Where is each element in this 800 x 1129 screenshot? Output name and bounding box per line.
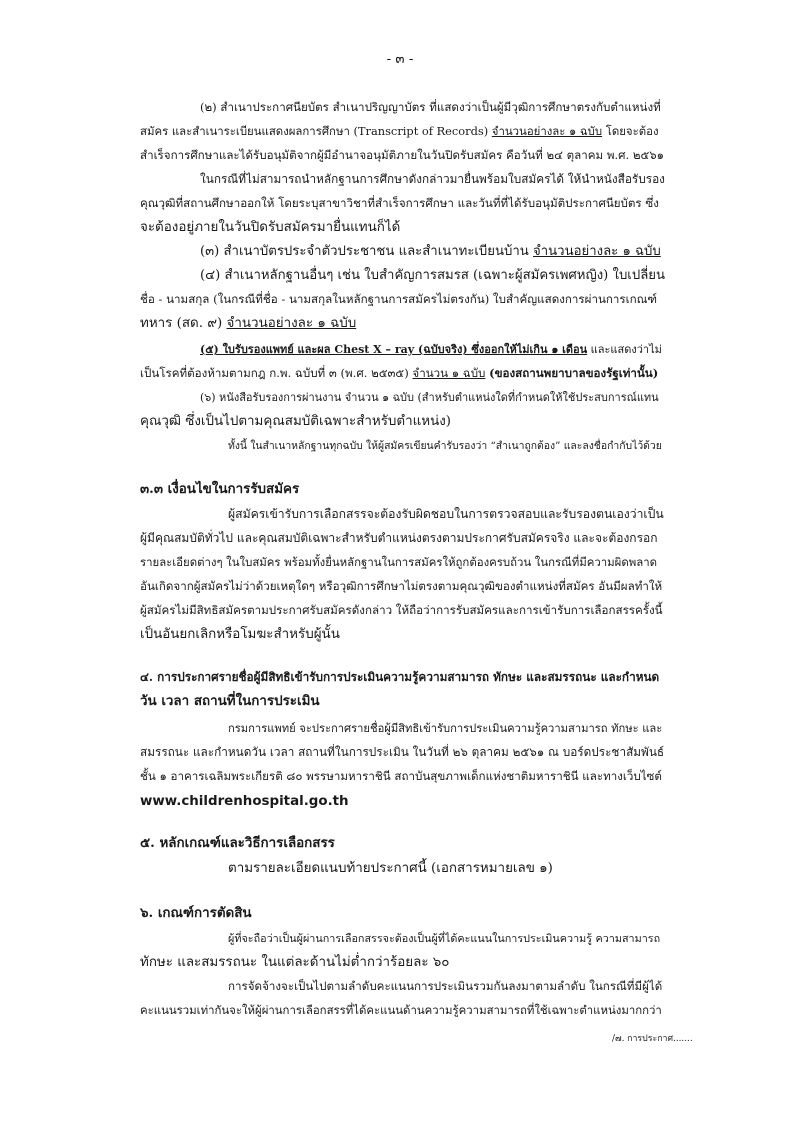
section-6-line-3: การจัดจ้างจะเป็นไปตามลำดับคะแนนการประเมินรวมกันลงมาตามลำดับ ในกรณีที่มีผู้ได้ <box>228 979 663 993</box>
item-5-quantity: จำนวน ๑ ฉบับ <box>412 366 486 380</box>
item-4-line-3 <box>140 312 356 335</box>
item-4-text: ทหาร (สด. ๙) <box>140 316 223 331</box>
section-4-line-2: สมรรถนะ และกำหนดวัน เวลา สถานที่ในการประเมิน ในวันที่ ๒๖ ตุลาคม ๒๕๖๑ ณ บอร์ดประชาสัมพันธ์ <box>140 745 665 759</box>
item-2-note-line-3: จะต้องอยู่ภายในวันปิดรับสมัครมายื่นแทนก็ได้ <box>140 220 401 235</box>
section-5-heading: ๕. หลักเกณฑ์และวิธีการเลือกสรร <box>140 835 335 851</box>
section-5-line: ตามรายละเอียดแนบท้ายประกาศนี้ (เอกสารหมายเลข ๑) <box>228 861 553 876</box>
section-3-3-line-6: เป็นอันยกเลิกหรือโมฆะสำหรับผู้นั้น <box>140 627 340 642</box>
item-2-line-2 <box>140 120 659 143</box>
item-5-line-2 <box>140 362 658 385</box>
section-4-line-3: ชั้น ๑ อาคารเฉลิมพระเกียรติ ๘๐ พรรษามหาราชินี สถาบันสุขภาพเด็กแห่งชาติมหาราชินี และทางเว็บไซต์ <box>140 769 662 783</box>
item-2-quantity: จำนวนอย่างละ ๑ ฉบับ <box>491 124 603 138</box>
page-number: - ๓ - <box>386 52 414 67</box>
section-6-line-4: คะแนนรวมเท่ากันจะให้ผู้ผ่านการเลือกสรรที่ได้คะแนนด้านความรู้ความสามารถที่ใช้เฉพาะตำแหน่งมากกว่า <box>140 1003 662 1017</box>
section-3-3-line-5: ผู้สมัครไม่มีสิทธิสมัครตามประกาศรับสมัครดังกล่าว ให้ถือว่าการรับสมัครและการเข้ารับการเลือกสรรครั้งนี้ <box>140 603 663 617</box>
item-2-note-line-2: คุณวุฒิที่สถานศึกษาออกให้ โดยระบุสาขาวิชาที่สำเร็จการศึกษา และวันที่ที่ได้รับอนุมัติประกาศนียบัตร ซึ่ง <box>140 196 659 210</box>
item-4-line-2: ชื่อ - นามสกุล (ในกรณีที่ชื่อ - นามสกุลในหลักฐานการสมัครไม่ตรงกัน) ใบสำคัญแสดงการผ่านการเกณฑ์ <box>140 292 658 306</box>
section-6-line-1: ผู้ที่จะถือว่าเป็นผู้ผ่านการเลือกสรรจะต้องเป็นผู้ที่ได้คะแนนในการประเมินความรู้ ความสามารถ <box>228 932 661 945</box>
item-4-line-1: (๔) สำเนาหลักฐานอื่นๆ เช่น ใบสำคัญการสมรส (เฉพาะผู้สมัครเพศหญิง) ใบเปลี่ยน <box>200 268 666 283</box>
continuation-marker: /๗. การประกาศ....... <box>612 1034 693 1044</box>
item-5-rule-text: เป็นโรคที่ต้องห้ามตามกฎ ก.พ. ฉบับที่ ๓ (พ.ศ. ๒๕๓๕) <box>140 366 409 380</box>
item-6-line-1: (๖) หนังสือรับรองการผ่านงาน จำนวน ๑ ฉบับ (สำหรับตำแหน่งใดที่กำหนดให้ใช้ประสบการณ์แทน <box>200 391 659 404</box>
section-6-line-2: ทักษะ และสมรรถนะ ในแต่ละด้านไม่ต่ำกว่าร้อยละ ๖๐ <box>140 955 450 970</box>
item-2-line-1: (๒) สำเนาประกาศนียบัตร สำเนาปริญญาบัตร ที่แสดงว่าเป็นผู้มีวุฒิการศึกษาตรงกับตำแหน่งที่ <box>200 100 661 114</box>
section-3-3-line-4: อันเกิดจากผู้สมัครไม่ว่าด้วยเหตุใดๆ หรือวุฒิการศึกษาไม่ตรงตามคุณวุฒิของตำแหน่งที่สมัคร อันมีผลทำให้ <box>140 579 663 593</box>
section-4-heading-1: ๔. การประกาศรายชื่อผู้มีสิทธิเข้ารับการประเมินความรู้ความสามารถ ทักษะ และสมรรถนะ และกำหนด <box>140 670 660 684</box>
item-3-line <box>200 240 661 263</box>
item-5-note: (ของสถานพยาบาลของรัฐเท่านั้น) <box>489 366 659 380</box>
item-2-text: สมัคร และสำเนาระเบียนแสดงผลการศึกษา (Transcript of Records) <box>140 124 489 138</box>
item-2-text-end: โดยจะต้อง <box>605 124 659 138</box>
item-4-quantity: จำนวนอย่างละ ๑ ฉบับ <box>226 316 357 331</box>
item-5-line-1 <box>200 338 662 361</box>
item-2-note-line-1: ในกรณีที่ไม่สามารถนำหลักฐานการศึกษาดังกล่าวมายื่นพร้อมใบสมัครได้ ให้นำหนังสือรับรอง <box>200 172 665 186</box>
website-link[interactable]: www.childrenhospital.go.th <box>140 794 349 809</box>
section-3-3-line-1: ผู้สมัครเข้ารับการเลือกสรรจะต้องรับผิดชอบในการตรวจสอบและรับรองตนเองว่าเป็น <box>228 507 664 521</box>
section-6-heading: ๖. เกณฑ์การตัดสิน <box>140 905 252 921</box>
item-5-medical-cert: (๕) ใบรับรองแพทย์ และผล Chest X – ray (ฉบับจริง) ซึ่งออกให้ไม่เกิน ๑ เดือน <box>200 343 588 356</box>
item-6-line-2: คุณวุฒิ ซึ่งเป็นไปตามคุณสมบัติเฉพาะสำหรับตำแหน่ง) <box>140 414 451 429</box>
item-2-line-3: สำเร็จการศึกษาและได้รับอนุมัติจากผู้มีอำนาจอนุมัติภายในวันปิดรับสมัคร คือวันที่ ๒๔ ตุลาคม พ.ศ. ๒๕๖๑ <box>140 148 665 162</box>
item-3-text: (๓) สำเนาบัตรประจำตัวประชาชน และสำเนาทะเบียนบ้าน <box>200 244 529 259</box>
item-5-text: และแสดงว่าไม่ <box>590 343 662 356</box>
certification-note: ทั้งนี้ ในสำเนาหลักฐานทุกฉบับ ให้ผู้สมัครเขียนคำรับรองว่า “สำเนาถูกต้อง” และลงชื่อกำกับไว้ด้วย <box>228 440 662 452</box>
section-3-3-heading: ๓.๓ เงื่อนไขในการรับสมัคร <box>140 481 300 497</box>
item-3-quantity: จำนวนอย่างละ ๑ ฉบับ <box>533 244 661 259</box>
section-4-heading-2: วัน เวลา สถานที่ในการประเมิน <box>140 693 320 709</box>
section-3-3-line-3: รายละเอียดต่างๆ ในใบสมัคร พร้อมทั้งยื่นหลักฐานในการสมัครให้ถูกต้องครบถ้วน ในกรณีที่มีความผิดพลาด <box>140 555 658 569</box>
section-4-line-1: กรมการแพทย์ จะประกาศรายชื่อผู้มีสิทธิเข้ารับการประเมินความรู้ความสามารถ ทักษะ และ <box>228 722 663 735</box>
section-3-3-line-2: ผู้มีคุณสมบัติทั่วไป และคุณสมบัติเฉพาะสำหรับตำแหน่งตรงตามประกาศรับสมัครจริง และจะต้องกรอก <box>140 531 658 545</box>
